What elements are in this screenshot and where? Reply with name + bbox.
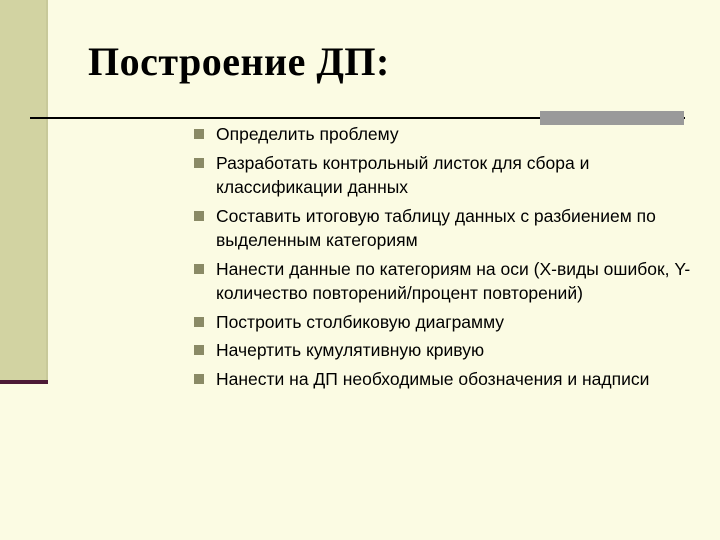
side-band-edge [46, 0, 48, 382]
bullet-text: Нанести данные по категориям на оси (X-виды ошибок, Y-количество повторений/процент повторений) [216, 258, 691, 303]
square-bullet-icon [194, 374, 204, 384]
bullet-text: Определить проблему [216, 124, 399, 144]
square-bullet-icon [194, 158, 204, 168]
list-item [194, 122, 694, 147]
bullet-text: Нанести на ДП необходимые обозначения и надписи [216, 368, 650, 389]
square-bullet-icon [194, 345, 204, 355]
side-band-accent [0, 380, 48, 384]
list-item [194, 310, 694, 335]
square-bullet-icon [194, 129, 204, 139]
square-bullet-icon [194, 264, 204, 274]
bullet-text: Построить столбиковую диаграмму [216, 311, 505, 332]
slide-title: Построение ДП: [88, 39, 390, 84]
bullet-list [194, 122, 694, 395]
square-bullet-icon [194, 317, 204, 327]
list-item [194, 257, 694, 306]
bullet-text: Составить итоговую таблицу данных с разбиением по выделенным категориям [216, 205, 656, 250]
list-item [194, 151, 694, 200]
list-item [194, 338, 694, 363]
square-bullet-icon [194, 211, 204, 221]
bullet-text: Начертить кумулятивную кривую [216, 340, 485, 360]
side-decoration-band [0, 0, 46, 382]
list-item [194, 367, 694, 392]
bullet-text: Разработать контрольный листок для сбора и классификации данных [216, 152, 590, 197]
list-item [194, 204, 694, 253]
